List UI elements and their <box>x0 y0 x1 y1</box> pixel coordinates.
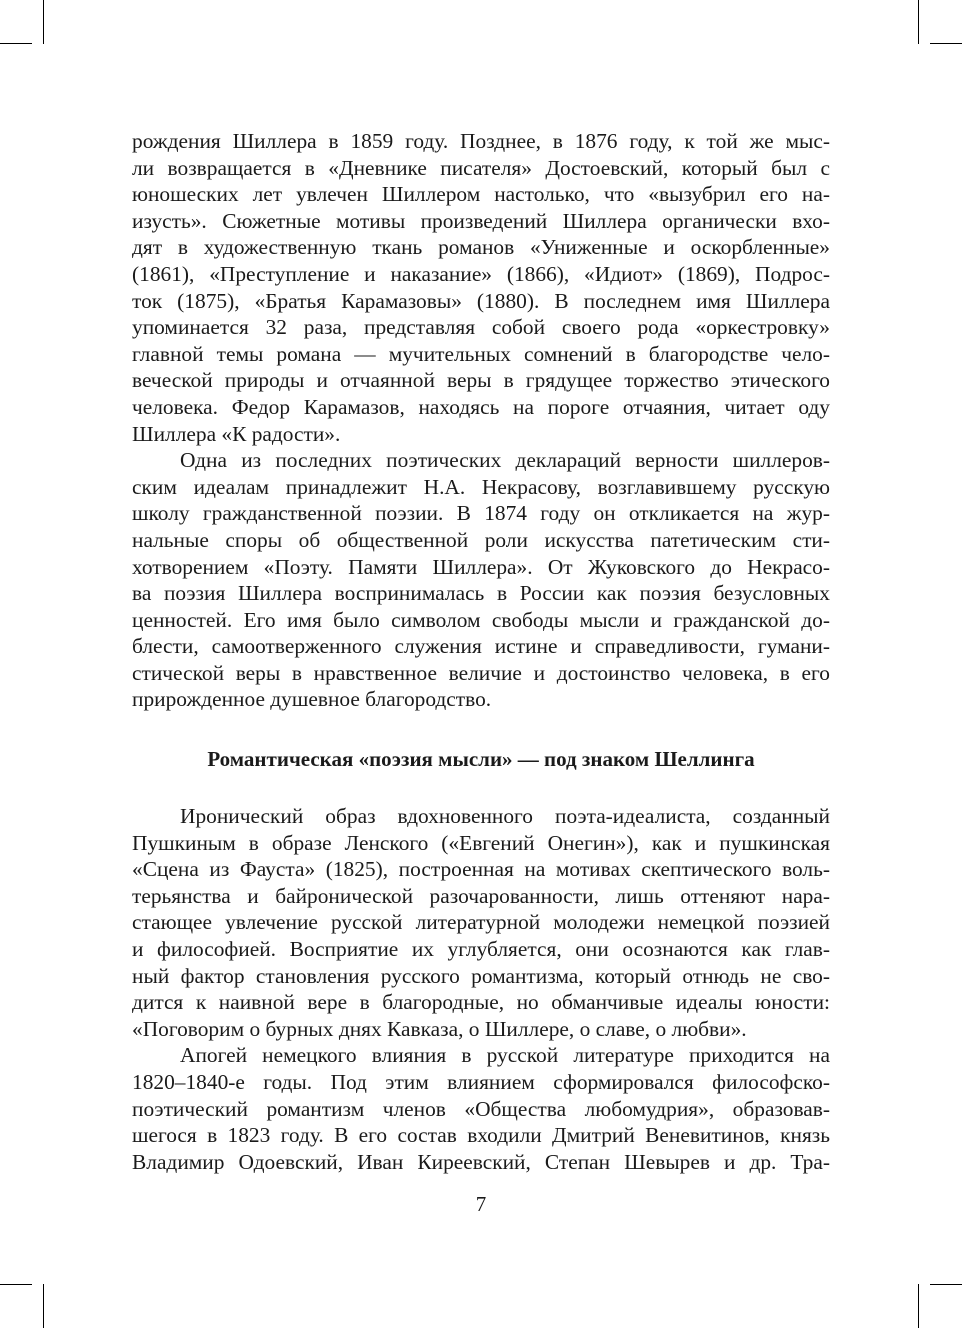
crop-mark <box>43 1284 44 1328</box>
text-line: стающее увлечение русской литературной молодежи немецкой поэзией <box>132 910 830 935</box>
paragraph <box>132 447 830 713</box>
text-line: Апогей немецкого влияния в русской литературе приходится на <box>180 1043 830 1068</box>
text-line: поэтический романтизм членов «Общества любомудрия», образовав- <box>132 1096 830 1121</box>
text-line: ток (1875), «Братья Карамазовы» (1880). В последнем имя Шиллера <box>132 288 830 313</box>
text-line: ный фактор становления русского романтизма, который отнюдь не сво- <box>132 963 830 988</box>
text-line: 1820–1840-е годы. Под этим влиянием сформировался философско- <box>132 1070 830 1094</box>
text-line: блести, самоотверженного служения истине и справедливости, гумани- <box>132 634 830 659</box>
crop-mark <box>918 0 919 44</box>
paragraph <box>132 803 830 1042</box>
crop-mark <box>43 0 44 44</box>
crop-mark <box>918 1284 919 1328</box>
text-line: (1861), «Преступление и наказание» (1866), «Идиот» (1869), Подрос- <box>132 261 830 286</box>
crop-mark <box>930 43 962 44</box>
text-line: человека. Федор Карамазов, находясь на пороге отчаяния, читает оду <box>132 394 830 419</box>
crop-mark <box>930 1284 962 1285</box>
text-line: Владимир Одоевский, Иван Киреевский, Степан Шевырев и др. Тра- <box>132 1149 830 1174</box>
text-line: ским идеалам принадлежит Н.А. Некрасову, возглавившему русскую <box>132 474 830 499</box>
text-line: веческой природы и отчаянной веры в грядущее торжество этического <box>132 368 830 393</box>
text-line: терьянства и байронической разочарованности, лишь оттеняют нара- <box>132 883 830 908</box>
paragraph <box>132 128 830 447</box>
page-number: 7 <box>475 1192 487 1216</box>
text-line: школу гражданственной поэзии. В 1874 году он откликается на жур- <box>132 501 830 526</box>
text-line: ли возвращается в «Дневнике писателя» Достоевский, который был с <box>132 155 830 180</box>
text-line: и философией. Восприятие их углубляется, они осознаются как глав- <box>132 937 830 962</box>
text-line: хотворением «Поэту. Памяти Шиллера». От Жуковского до Некрасо- <box>132 554 830 579</box>
text-line: дится к наивной вере в благородные, но обманчивые идеалы юности: <box>132 990 830 1015</box>
text-line: Пушкиным в образе Ленского («Евгений Онегин»), как и пушкинская <box>132 830 830 855</box>
text-line: шегося в 1823 году. В его состав входили Дмитрий Веневитинов, князь <box>132 1123 830 1148</box>
text-line: ва поэзия Шиллера воспринималась в России как поэзия безусловных <box>132 581 830 606</box>
text-line: ценностей. Его имя было символом свободы мысли и гражданской до- <box>132 607 830 632</box>
text-line: рождения Шиллера в 1859 году. Позднее, в 1876 году, к той же мыс- <box>132 129 830 153</box>
text-line: изусть». Сюжетные мотивы произведений Шиллера органически вхо- <box>132 208 830 233</box>
text-line: дят в художественную ткань романов «Униженные и оскорбленные» <box>132 235 830 260</box>
section-heading: Романтическая «поэзия мысли» — под знаком Шеллинга <box>207 747 755 772</box>
text-line: юношеских лет увлечен Шиллером настолько, что «вызубрил его на- <box>132 182 830 207</box>
text-line: упоминается 32 раза, представляя собой своего рода «оркестровку» <box>132 315 830 340</box>
text-line: стической веры в нравственное величие и достоинство человека, в его <box>132 660 830 685</box>
paragraph <box>132 1042 830 1175</box>
text-line: нальные споры об общественной роли искусства патетическим сти- <box>132 527 830 552</box>
page-body <box>132 128 830 1175</box>
text-line: Иронический образ вдохновенного поэта-идеалиста, созданный <box>180 804 830 829</box>
text-line: прирожденное душевное благородство. <box>132 687 492 712</box>
text-line: Шиллера «К радости». <box>132 421 341 446</box>
text-line: главной темы романа — мучительных сомнений в благородстве чело- <box>132 341 830 366</box>
crop-mark <box>0 1284 32 1285</box>
text-line: «Поговорим о бурных днях Кавказа, о Шиллере, о славе, о любви». <box>132 1016 747 1041</box>
text-line: «Сцена из Фауста» (1825), построенная на мотивах скептического воль- <box>132 857 830 882</box>
text-line: Одна из последних поэтических деклараций верности шиллеров- <box>180 448 830 473</box>
crop-mark <box>0 43 32 44</box>
